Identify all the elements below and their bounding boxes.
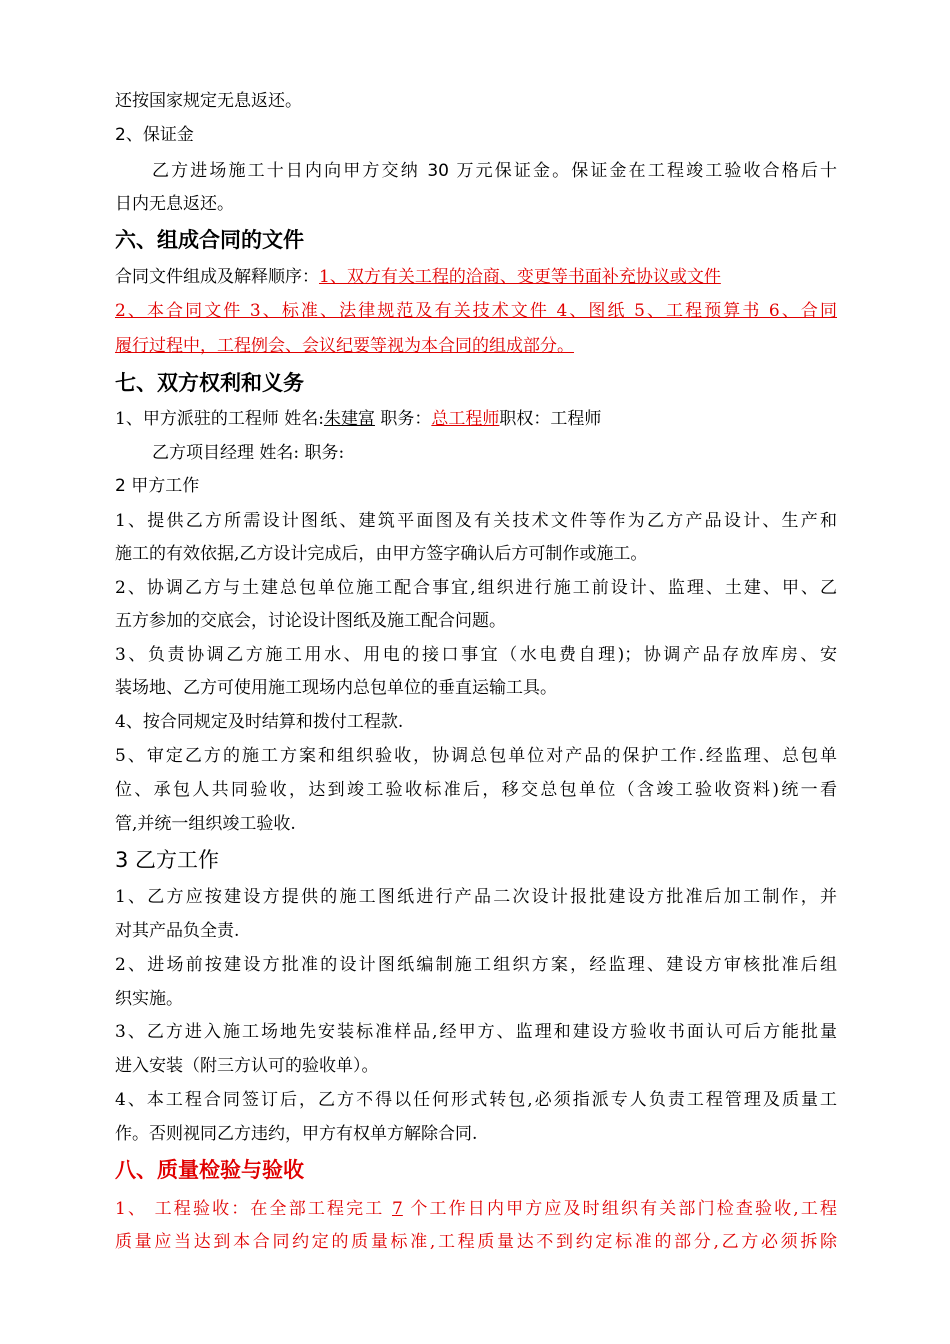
text-line: 5、审定乙方的施工方案和组织验收，协调总包单位对产品的保护工作.经监理、总包单 bbox=[115, 746, 837, 766]
text-span: 职权：工程师 bbox=[499, 409, 602, 429]
text-line: 3、乙方进入施工场地先安装标准样品,经甲方、监理和建设方验收书面认可后方能批量 bbox=[115, 1022, 837, 1042]
text-line: 织实施。 bbox=[115, 989, 183, 1009]
text-line: 4、按合同规定及时结算和拨付工程款. bbox=[115, 712, 404, 732]
text-line: 五方参加的交底会，讨论设计图纸及施工配合问题。 bbox=[115, 611, 506, 631]
text-line: 对其产品负全责. bbox=[115, 921, 240, 941]
subheading-party-a-work: 2 甲方工作 bbox=[115, 476, 200, 496]
days-value: 7 bbox=[391, 1199, 403, 1219]
text-line: 2、进场前按建设方批准的设计图纸编制施工组织方案，经监理、建设方审核批准后组 bbox=[115, 955, 837, 975]
red-text-line: 质量应当达到本合同约定的质量标准,工程质量达不到约定标准的部分,乙方必须拆除 bbox=[115, 1232, 837, 1252]
text-line: 施工的有效依据,乙方设计完成后，由甲方签字确认后方可制作或施工。 bbox=[115, 544, 648, 564]
red-underlined-text: 1、双方有关工程的洽商、变更等书面补充协议或文件 bbox=[319, 267, 721, 287]
red-text-line bbox=[115, 1198, 837, 1220]
text-span: 职务： bbox=[374, 409, 432, 429]
text-line: 位、承包人共同验收，达到竣工验收标准后，移交总包单位（含竣工验收资料)统一看 bbox=[115, 780, 837, 800]
text-line: 作。否则视同乙方违约，甲方有权单方解除合同. bbox=[115, 1124, 478, 1144]
red-underlined-line: 2、本合同文件 3、标准、法律规范及有关技术文件 4、图纸 5、工程预算书 6、合同 bbox=[115, 301, 837, 321]
text-span: 1、 工程验收：在全部工程完工 bbox=[115, 1199, 392, 1219]
text-line: 乙方进场施工十日内向甲方交纳 30 万元保证金。保证金在工程竣工验收合格后十 bbox=[152, 161, 837, 181]
section-heading-6: 六、组成合同的文件 bbox=[115, 228, 304, 252]
text-line: 2、协调乙方与土建总包单位施工配合事宜,组织进行施工前设计、监理、土建、甲、乙 bbox=[115, 578, 837, 598]
red-underlined-line: 履行过程中，工程例会、会议纪要等视为本合同的组成部分。 bbox=[115, 336, 574, 356]
text-line bbox=[115, 266, 837, 288]
text-line: 1、乙方应按建设方提供的施工图纸进行产品二次设计报批建设方批准后加工制作，并 bbox=[115, 887, 837, 907]
text-span: 合同文件组成及解释顺序： bbox=[115, 267, 319, 287]
text-line: 装场地、乙方可使用施工现场内总包单位的垂直运输工具。 bbox=[115, 678, 557, 698]
subheading-party-b-work: 3 乙方工作 bbox=[115, 848, 220, 872]
text-span: 个工作日内甲方应及时组织有关部门检查验收,工程 bbox=[402, 1199, 838, 1219]
text-line: 日内无息返还。 bbox=[115, 194, 234, 214]
text-line bbox=[115, 408, 837, 430]
engineer-name: 朱建富 bbox=[323, 409, 375, 429]
subheading-deposit: 2、保证金 bbox=[115, 125, 194, 145]
text-line: 3、负责协调乙方施工用水、用电的接口事宜（水电费自理)；协调产品存放库房、安 bbox=[115, 645, 837, 665]
text-line: 进入安装（附三方认可的验收单）。 bbox=[115, 1056, 379, 1076]
text-line: 1、提供乙方所需设计图纸、建筑平面图及有关技术文件等作为乙方产品设计、生产和 bbox=[115, 511, 837, 531]
text-line: 还按国家规定无息返还。 bbox=[115, 91, 302, 111]
engineer-title: 总工程师 bbox=[431, 409, 500, 429]
text-span: 1、甲方派驻的工程师 姓名: bbox=[115, 409, 324, 429]
section-heading-8: 八、质量检验与验收 bbox=[115, 1158, 304, 1182]
text-line: 管,并统一组织竣工验收. bbox=[115, 814, 296, 834]
text-line: 乙方项目经理 姓名: 职务: bbox=[152, 443, 345, 463]
section-heading-7: 七、双方权利和义务 bbox=[115, 371, 304, 395]
text-line: 4、本工程合同签订后，乙方不得以任何形式转包,必须指派专人负责工程管理及质量工 bbox=[115, 1090, 837, 1110]
